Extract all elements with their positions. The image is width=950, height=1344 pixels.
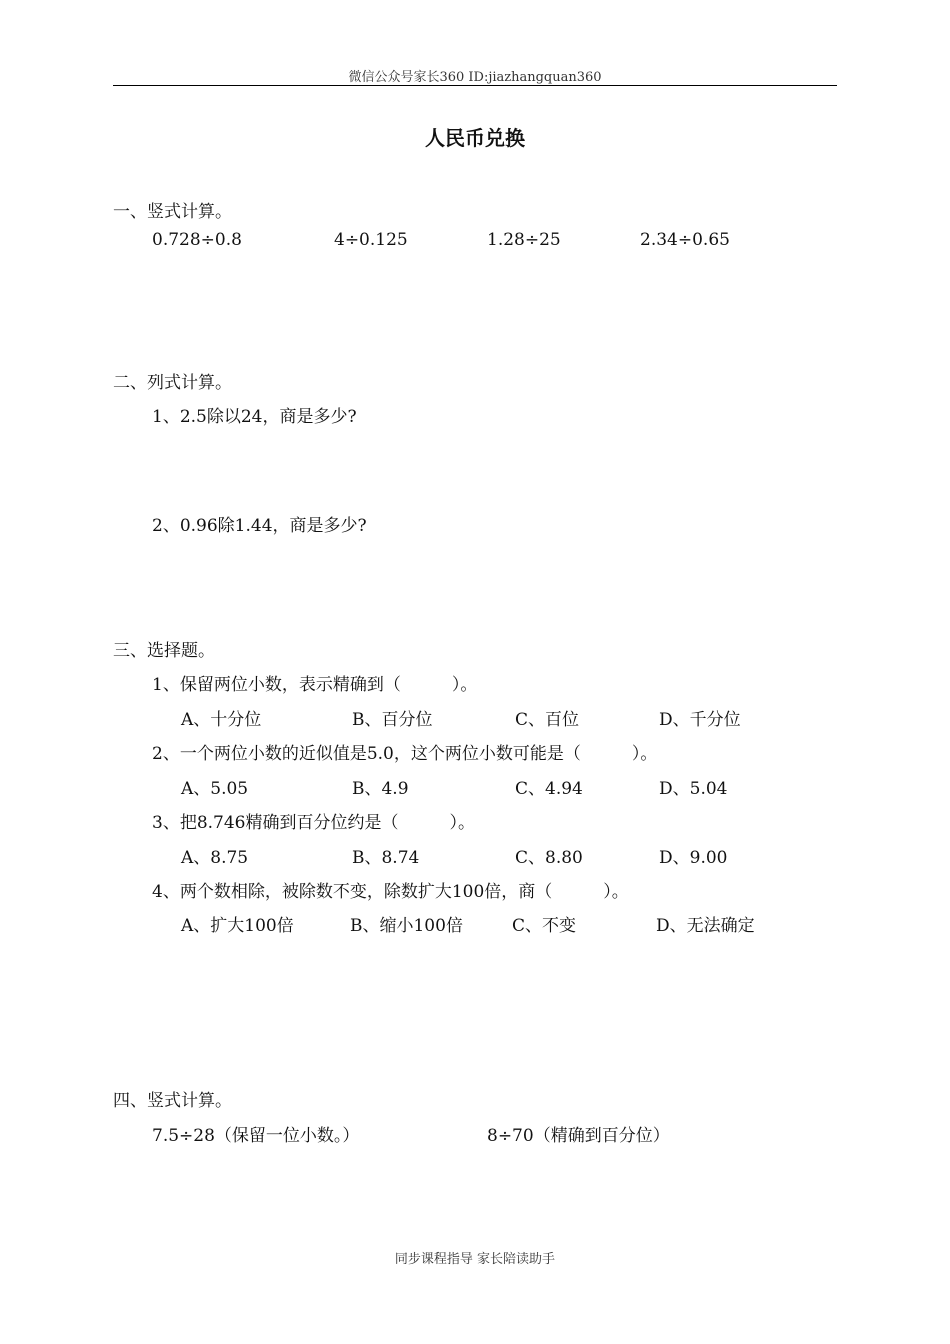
s3-q2-option-a: A、5.05 [181, 779, 249, 799]
s3-q3-option-b: B、8.74 [352, 848, 420, 868]
s3-q1-option-d: D、千分位 [659, 710, 741, 730]
s3-q3-option-a: A、8.75 [181, 848, 249, 868]
page-header: 微信公众号家长360 ID:jiazhangquan360 [348, 70, 602, 85]
header-rule [113, 85, 837, 86]
s3-q2-option-d: D、5.04 [659, 779, 728, 799]
s1-problem-1: 0.728÷0.8 [152, 230, 242, 250]
s2-question-2: 2、0.96除1.44，商是多少? [152, 516, 367, 536]
s3-q4-option-d: D、无法确定 [656, 916, 755, 936]
s1-problem-4: 2.34÷0.65 [640, 230, 730, 250]
s1-problem-3: 1.28÷25 [487, 230, 561, 250]
page-title: 人民币兑换 [425, 126, 525, 150]
s3-q3-stem: 3、把8.746精确到百分位约是（ ）。 [152, 813, 475, 833]
s3-q1-option-c: C、百位 [515, 710, 580, 730]
s3-q3-option-d: D、9.00 [659, 848, 728, 868]
section-1-heading: 一、竖式计算。 [113, 202, 232, 222]
s2-question-1: 1、2.5除以24，商是多少? [152, 407, 357, 427]
s3-q2-option-c: C、4.94 [515, 779, 583, 799]
s3-q1-option-b: B、百分位 [352, 710, 433, 730]
s3-q2-option-b: B、4.9 [352, 779, 409, 799]
s1-problem-2: 4÷0.125 [334, 230, 408, 250]
s3-q4-option-a: A、扩大100倍 [181, 916, 294, 936]
s3-q1-stem: 1、保留两位小数，表示精确到（ ）。 [152, 675, 478, 695]
s3-q3-option-c: C、8.80 [515, 848, 583, 868]
section-4-heading: 四、竖式计算。 [113, 1091, 232, 1111]
s4-problem-1: 7.5÷28（保留一位小数。） [152, 1126, 360, 1146]
s3-q4-option-c: C、不变 [512, 916, 577, 936]
s3-q2-stem: 2、一个两位小数的近似值是5.0，这个两位小数可能是（ ）。 [152, 744, 658, 764]
s3-q4-stem: 4、两个数相除，被除数不变，除数扩大100倍，商（ ）。 [152, 882, 629, 902]
section-3-heading: 三、选择题。 [113, 641, 215, 661]
s4-problem-2: 8÷70（精确到百分位） [487, 1126, 670, 1146]
section-2-heading: 二、列式计算。 [113, 373, 232, 393]
page-footer: 同步课程指导 家长陪读助手 [394, 1252, 556, 1267]
s3-q4-option-b: B、缩小100倍 [350, 916, 463, 936]
s3-q1-option-a: A、十分位 [181, 710, 262, 730]
